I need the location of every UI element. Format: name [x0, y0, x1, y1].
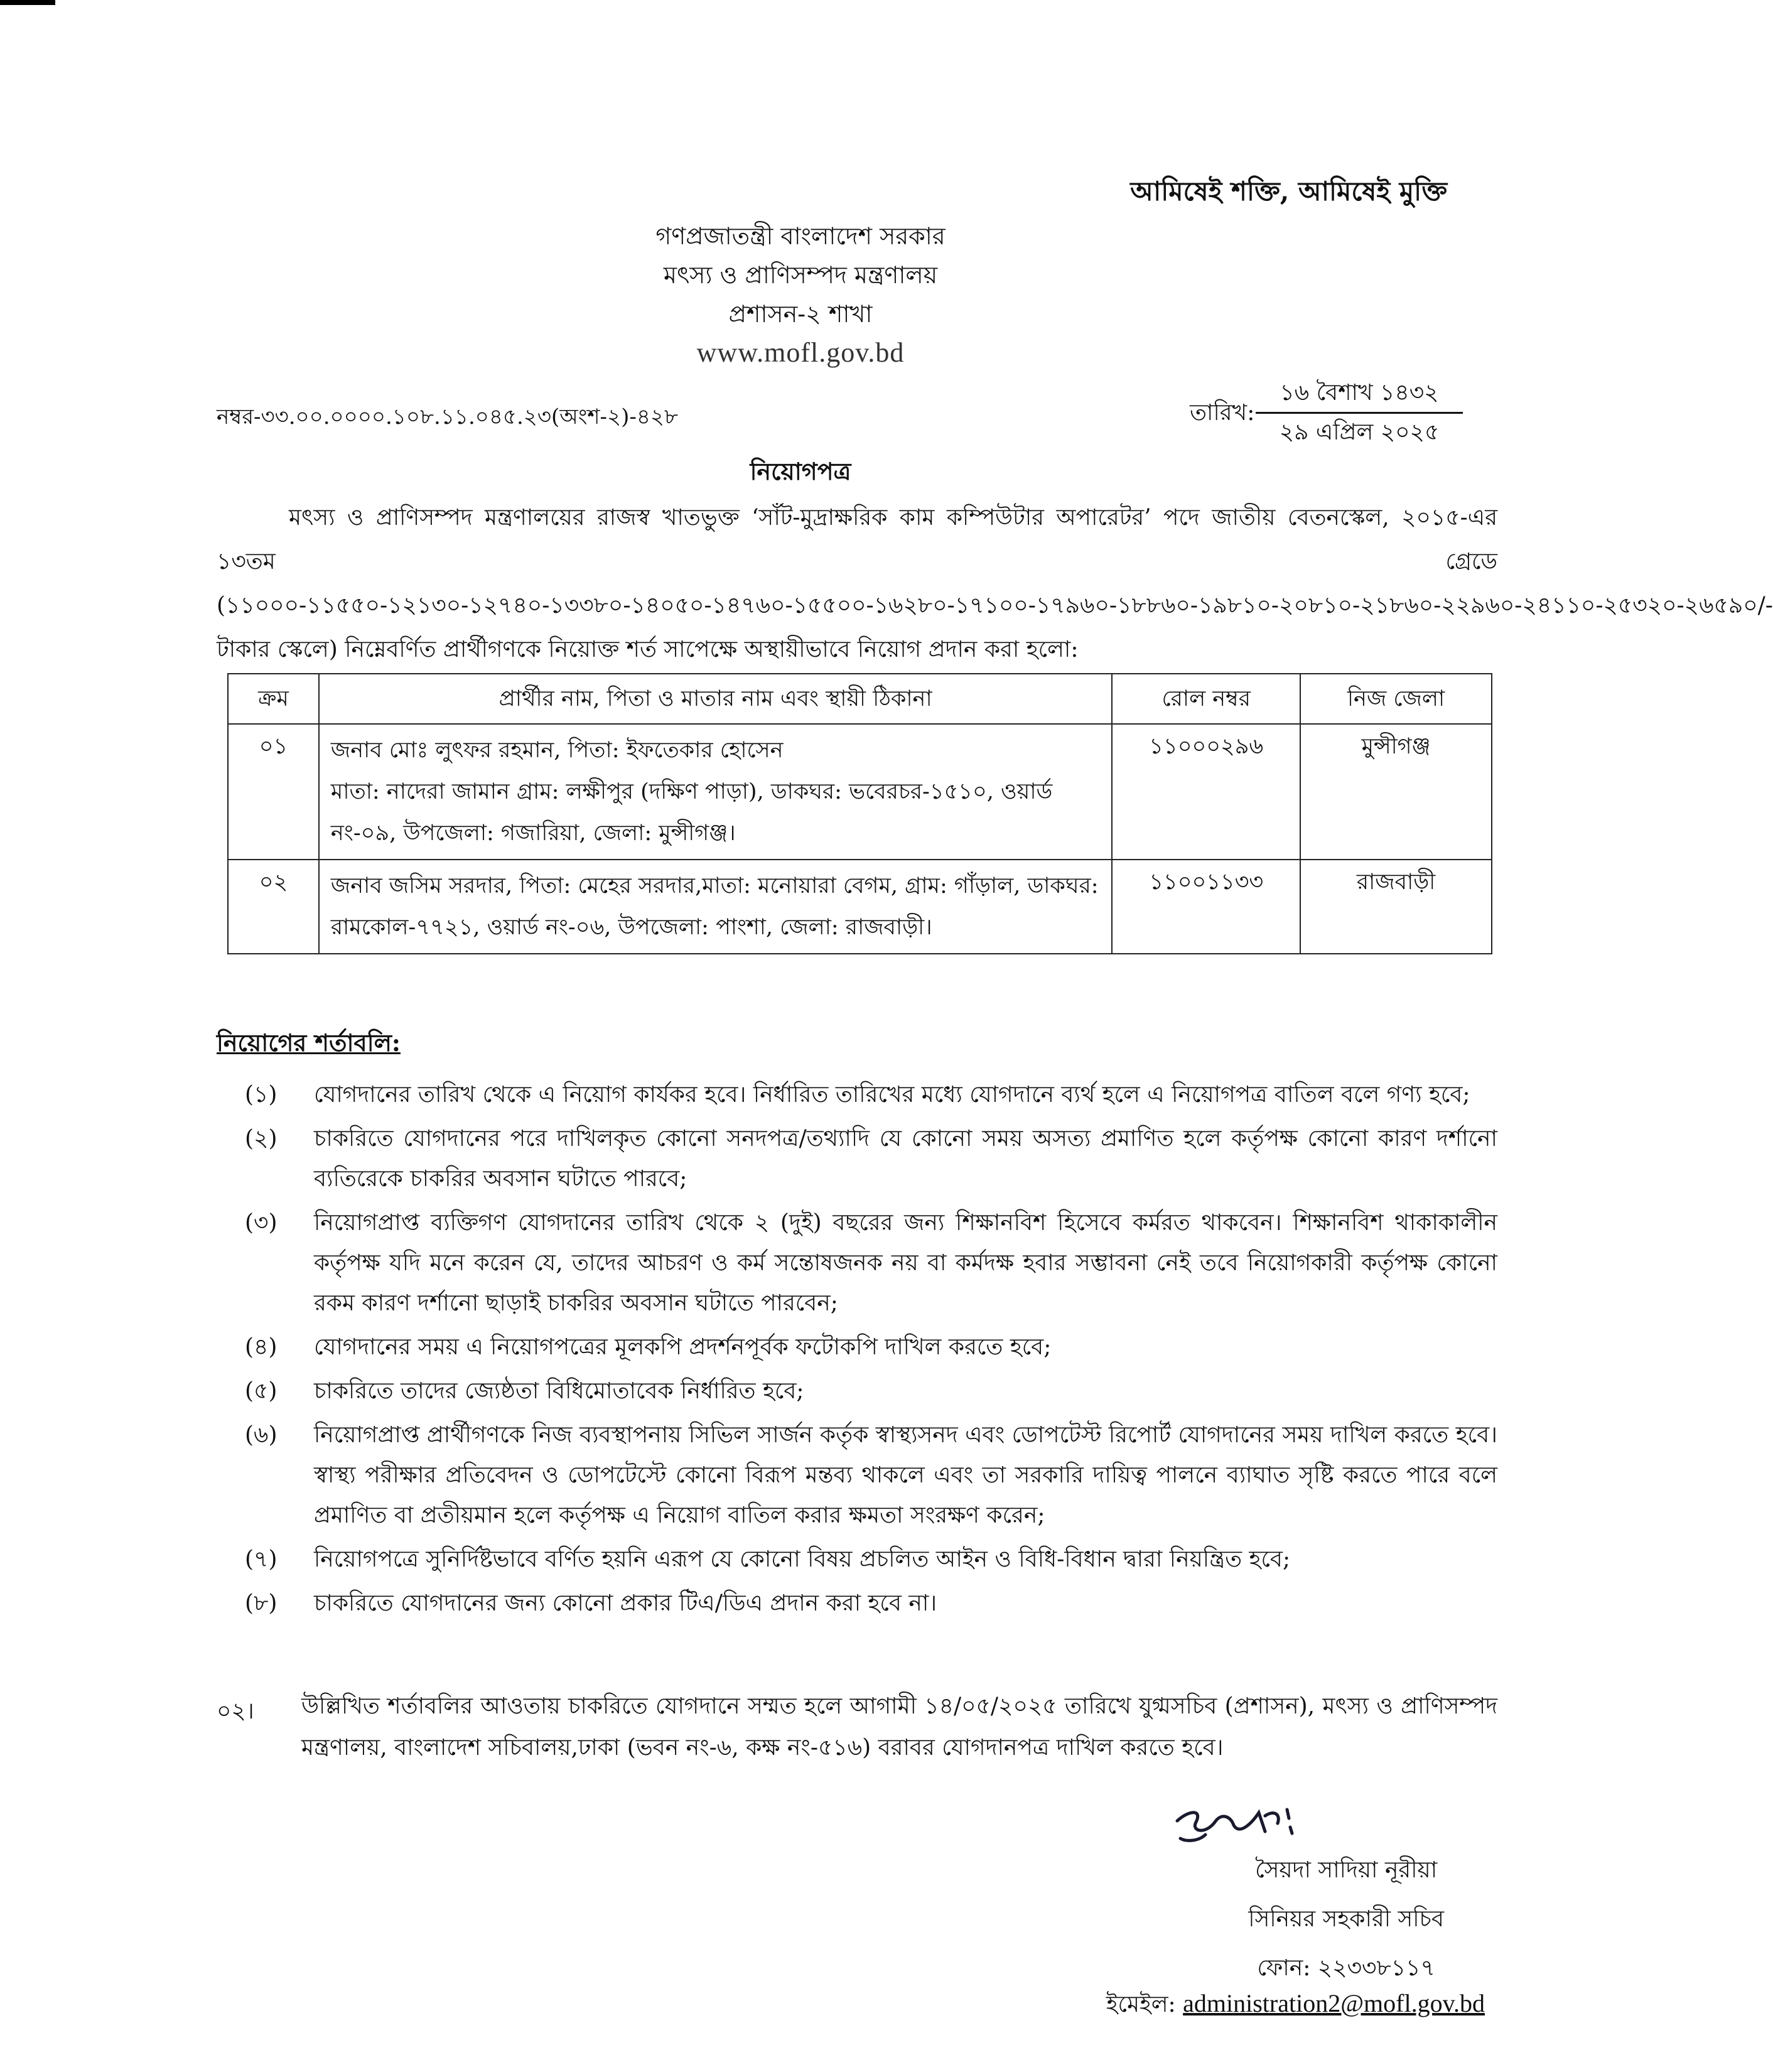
scan-corner-mark — [0, 0, 55, 5]
letterhead — [0, 217, 1601, 372]
email-line — [1106, 1984, 1485, 2023]
signer-designation: সিনিয়র সহকারী সচিব — [1248, 1906, 1444, 1932]
memo-number: নম্বর-৩৩.০০.০০০০.১০৮.১১.০৪৫.২৩(অংশ-২)-৪২৮ — [217, 404, 679, 429]
branch-name: প্রশাসন-২ শাখা — [728, 300, 873, 328]
slogan: আমিষেই শক্তি, আমিষেই মুক্তি — [1130, 176, 1447, 207]
col-header-candidate: প্রার্থীর নাম, পিতা ও মাতার নাম এবং স্থায়ী ঠিকানা — [319, 674, 1112, 724]
email-link[interactable]: administration2@mofl.gov.bd — [1183, 1989, 1485, 2017]
intro-paragraph: মৎস্য ও প্রাণিসম্পদ মন্ত্রণালয়ের রাজস্ব খাতভুক্ত ‘সাঁট-মুদ্রাক্ষরিক কাম কম্পিউটার অপারেটর’ পদে জাতীয় বেতনস্কেল, ২০১৫-এর ১৩তম গ্রেডে (১১০০০-১১৫৫০-১২১৩০-১২৭৪০-১৩৩৮০-১৪০৫০-১৪৭৬০-১৫৫০০-১৬২৮০-১৭১০০-১৭৯৬০-১৮৮৬০-১৯৮১০-২০৮১০-২১৮৬০-২২৯৬০-২৪১১০-২৫৩২০-২৬৫৯০/-টাকার স্কেলে) নিম্নেবর্ণিত প্রার্থীগণকে নিয়োক্ত শর্ত সাপেক্ষে অস্থায়ীভাবে নিয়োগ প্রদান করা হলো: — [217, 505, 1773, 662]
date-block — [1256, 374, 1463, 451]
govt-name: গণপ্রজাতন্ত্রী বাংলাদেশ সরকার — [655, 222, 946, 250]
condition-text: চাকরিতে যোগদানের পরে দাখিলকৃত কোনো সনদপত্র/তথ্যাদি যে কোনো সময় অসত্য প্রমাণিত হলে কর্তৃপক্ষ কোনো কারণ দর্শানো ব্যতিরেকে চাকরির অবসান ঘটাতে পারবে; — [314, 1126, 1497, 1192]
condition-text: চাকরিতে যোগদানের জন্য কোনো প্রকার টিএ/ডিএ প্রদান করা হবে না। — [314, 1590, 937, 1616]
candidate-address: মাতা: নাদেরা জামান গ্রাম: লক্ষীপুর (দক্ষিণ পাড়া), ডাকঘর: ভবেরচর-১৫১০, ওয়ার্ড নং-০৯, উপজেলা: গজারিয়া, জেলা: মুন্সীগঞ্জ। — [330, 779, 1053, 846]
condition-text: যোগদানের তারিখ থেকে এ নিয়োগ কার্যকর হবে। নির্ধারিত তারিখের মধ্যে যোগদানে ব্যর্থ হলে এ নিয়োগপত্র বাতিল বলে গণ্য হবে; — [314, 1082, 1470, 1108]
signature-block — [1248, 1846, 1444, 1993]
list-item — [229, 1119, 1497, 1199]
candidates-table — [227, 673, 1492, 954]
condition-number: (১) — [245, 1082, 278, 1108]
cell-serial: ০১ — [228, 724, 319, 860]
document-title: নিয়োগপত্র — [750, 457, 851, 485]
list-item — [229, 1327, 1497, 1368]
list-item — [229, 1203, 1497, 1324]
list-item — [229, 1075, 1497, 1115]
paragraph-text: উল্লিখিত শর্তাবলির আওতায় চাকরিতে যোগদানে সম্মত হলে আগামী ১৪/০৫/২০২৫ তারিখে যুগ্মসচিব (প্রশাসন), মৎস্য ও প্রাণিসম্পদ মন্ত্রণালয়, বাংলাদেশ সচিবালয়,ঢাকা (ভবন নং-৬, কক্ষ নং-৫১৬) বরাবর যোগদানপত্র দাখিল করতে হবে। — [301, 1693, 1497, 1761]
candidate-name: জনাব জসিম সরদার, পিতা: মেহের সরদার,মাতা: মনোয়ারা বেগম, গ্রাম: গাঁড়াল, ডাকঘর: রামকোল-৭৭২১, ওয়ার্ড নং-০৬, উপজেলা: পাংশা, জেলা: রাজবাড়ী। — [330, 873, 1099, 941]
conditions-list — [229, 1075, 1497, 1627]
col-header-district: নিজ জেলা — [1300, 674, 1492, 724]
condition-number: (৫) — [245, 1378, 278, 1404]
col-header-serial: ক্রম — [228, 674, 319, 724]
date-label: তারিখ: — [1190, 400, 1255, 426]
candidate-name: জনাব মোঃ লুৎফর রহমান, পিতা: ইফতেকার হোসেন — [330, 738, 784, 764]
paragraph-2 — [217, 1686, 1497, 1769]
condition-number: (৭) — [245, 1546, 278, 1572]
table-header-row — [228, 674, 1492, 724]
condition-number: (৩) — [245, 1210, 278, 1236]
list-item — [229, 1415, 1497, 1536]
condition-number: (২) — [245, 1126, 278, 1152]
list-item — [229, 1371, 1497, 1411]
email-label: ইমেইল: — [1106, 1992, 1176, 2017]
condition-text: যোগদানের সময় এ নিয়োগপত্রের মূলকপি প্রদর্শনপূর্বক ফটোকপি দাখিল করতে হবে; — [314, 1334, 1052, 1360]
paragraph-number: ০২। — [217, 1698, 254, 1724]
table-row — [228, 860, 1492, 954]
signer-phone: ফোন: ২২৩৩৮১১৭ — [1257, 1955, 1435, 1981]
cell-serial: ০২ — [228, 860, 319, 954]
condition-number: (৮) — [245, 1590, 278, 1616]
list-item — [229, 1540, 1497, 1580]
col-header-roll: রোল নম্বর — [1112, 674, 1300, 724]
cell-roll: ১১০০১১৩৩ — [1112, 860, 1300, 954]
condition-text: নিয়োগপত্রে সুনির্দিষ্টভাবে বর্ণিত হয়নি এরূপ যে কোনো বিষয় প্রচলিত আইন ও বিধি-বিধান দ্বারা নিয়ন্ত্রিত হবে; — [314, 1546, 1291, 1572]
cell-district: মুন্সীগঞ্জ — [1300, 724, 1492, 860]
table-row — [228, 724, 1492, 860]
condition-text: নিয়োগপ্রাপ্ত ব্যক্তিগণ যোগদানের তারিখ থেকে ২ (দুই) বছরের জন্য শিক্ষানবিশ হিসেবে কর্মরত থাকবেন। শিক্ষানবিশ থাকাকালীন কর্তৃপক্ষ যদি মনে করেন যে, তাদের আচরণ ও কর্ম সন্তোষজনক নয় বা কর্মদক্ষ হবার সম্ভাবনা নেই তবে নিয়োগকারী কর্তৃপক্ষ কোনো রকম কারণ দর্শানো ছাড়াই চাকরির অবসান ঘটাতে পারবেন; — [314, 1210, 1497, 1316]
condition-number: (৬) — [245, 1422, 278, 1448]
handwritten-signature — [1171, 1797, 1315, 1847]
conditions-heading: নিয়োগের শর্তাবলি: — [217, 1028, 401, 1057]
cell-roll: ১১০০০২৯৬ — [1112, 724, 1300, 860]
list-item — [229, 1584, 1497, 1624]
cell-district: রাজবাড়ী — [1300, 860, 1492, 954]
signer-name: সৈয়দা সাদিয়া নূরীয়া — [1255, 1857, 1438, 1883]
website-text: www.mofl.gov.bd — [696, 337, 905, 368]
condition-text: চাকরিতে তাদের জ্যেষ্ঠতা বিধিমোতাবেক নির্ধারিত হবে; — [314, 1378, 804, 1404]
date-english: ২৯ এপ্রিল ২০২৫ — [1279, 419, 1440, 445]
date-bangla: ১৬ বৈশাখ ১৪৩২ — [1256, 374, 1463, 414]
condition-number: (৪) — [245, 1334, 278, 1360]
ministry-name: মৎস্য ও প্রাণিসম্পদ মন্ত্রণালয় — [663, 261, 938, 289]
cell-candidate — [319, 860, 1112, 954]
cell-candidate — [319, 724, 1112, 860]
condition-text: নিয়োগপ্রাপ্ত প্রার্থীগণকে নিজ ব্যবস্থাপনায় সিভিল সার্জন কর্তৃক স্বাস্থ্যসনদ এবং ডোপটেস্ট রিপোর্ট যোগদানের সময় দাখিল করতে হবে। স্বাস্থ্য পরীক্ষার প্রতিবেদন ও ডোপটেস্টে কোনো বিরূপ মন্তব্য থাকলে এবং তা সরকারি দায়িত্ব পালনে ব্যাঘাত সৃষ্টি করতে পারে বলে প্রমাণিত বা প্রতীয়মান হলে কর্তৃপক্ষ এ নিয়োগ বাতিল করার ক্ষমতা সংরক্ষণ করেন; — [314, 1422, 1497, 1528]
